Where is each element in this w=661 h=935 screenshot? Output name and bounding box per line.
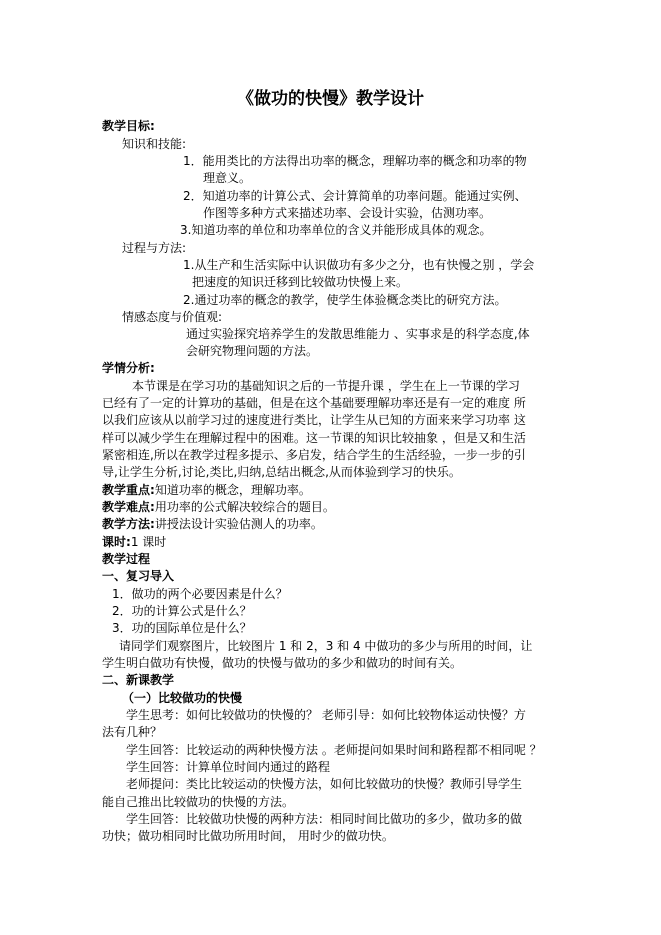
knowledge-item-3: 3.知道功率的单位和功率单位的含义并能形成具体的观念。 <box>180 223 492 237</box>
analysis-line: 以我们应该从以前学习过的速度进行类比，让学生从已知的方面来来学习功率 这 <box>102 413 526 427</box>
review-question-2: 2．功的计算公式是什么？ <box>112 604 252 618</box>
method-label: 教学方法: <box>102 517 155 531</box>
compare-work-subheading: （一）比较做功的快慢 <box>122 691 243 705</box>
method-row <box>102 516 323 533</box>
knowledge-skills-label: 知识和技能: <box>122 137 187 151</box>
dialogue-line: 学生回答：比较做功快慢的两种方法：相同时间比做功的多少，做功多的做 <box>126 812 523 826</box>
dialogue-line: 法有几种？ <box>102 725 163 739</box>
review-question-1: 1．做功的两个必要因素是什么？ <box>112 587 288 601</box>
hours-label: 课时: <box>102 535 131 549</box>
dialogue-line: 老师提问：类比比较运动的快慢方法，如何比较做功的快慢？教师引导学生 <box>126 777 523 791</box>
review-heading: 一、复习导入 <box>102 569 175 583</box>
analysis-heading: 学情分析: <box>102 361 155 375</box>
hours-text: 1 课时 <box>130 535 167 549</box>
dialogue-line: 能自己推出比较做功的快慢的方法。 <box>102 795 295 809</box>
goals-heading: 教学目标: <box>102 119 155 133</box>
knowledge-item-1: 1．能用类比的方法得出功率的概念，理解功率的概念和功率的物 <box>183 154 527 168</box>
difficulty-text: 用功率的公式解决较综合的题目。 <box>154 500 335 514</box>
review-paragraph-cont: 学生明白做功有快慢，做功的快慢与做功的多少和做功的时间有关。 <box>102 656 463 670</box>
difficulty-row <box>102 499 335 516</box>
dialogue-line: 学生回答：计算单位时间内通过的路程 <box>126 760 331 774</box>
new-lesson-heading: 二、新课教学 <box>102 673 175 687</box>
dialogue-line: 功快；做功相同时比做功所用时间， 用时少的做功快。 <box>102 829 394 843</box>
key-point-row <box>102 482 311 499</box>
process-item-2: 2.通过功率的概念的教学，使学生体验概念类比的研究方法。 <box>183 293 507 307</box>
method-text: 讲授法设计实验估测人的功率。 <box>154 517 323 531</box>
analysis-line: 样可以减少学生在理解过程中的困难。这一节课的知识比较抽象 ，但是又和生活 <box>102 431 526 445</box>
hours-row <box>102 534 166 551</box>
dialogue-line: 学生思考：如何比较做功的快慢的？ 老师引导：如何比较物体运动快慢？方 <box>126 708 526 722</box>
difficulty-label: 教学难点: <box>102 500 155 514</box>
analysis-line: 本节课是在学习功的基础知识之后的一节提升课 ，学生在上一节课的学习 <box>132 379 520 393</box>
document-title: 《做功的快慢》教学设计 <box>237 89 424 109</box>
emotion-values-label: 情感态度与价值观: <box>122 310 223 324</box>
process-heading: 教学过程 <box>102 552 151 566</box>
analysis-line: 紧密相连,所以在教学过程多提示、多启发，结合学生的生活经验，一步一步的引 <box>102 448 526 462</box>
process-item-1-cont: 把速度的知识迁移到比较做功快慢上来。 <box>192 275 409 289</box>
emotion-item-1: 通过实验探究培养学生的发散思维能力 、实事求是的科学态度,体 <box>186 327 530 341</box>
key-point-text: 知道功率的概念，理解功率。 <box>154 483 311 497</box>
key-point-label: 教学重点: <box>102 483 155 497</box>
emotion-item-1-cont: 会研究物理问题的方法。 <box>186 344 319 358</box>
process-methods-label: 过程与方法: <box>122 241 187 255</box>
knowledge-item-2-cont: 作图等多种方式来描述功率、会设计实验，估测功率。 <box>203 206 492 220</box>
process-item-1: 1.从生产和生活实际中认识做功有多少之分，也有快慢之别 ，学会 <box>183 258 535 272</box>
analysis-line: 已经有了一定的计算功的基础，但是在这个基础要理解功率还是有一定的难度 所 <box>102 396 526 410</box>
knowledge-item-1-cont: 理意义。 <box>203 171 252 185</box>
review-question-3: 3．功的国际单位是什么？ <box>112 621 252 635</box>
analysis-line: 导,让学生分析,讨论,类比,归纳,总结出概念,从而体验到学习的快乐。 <box>102 465 461 479</box>
review-paragraph: 请同学们观察图片，比较图片 1 和 2，3 和 4 中做功的多少与所用的时间，让 <box>119 639 533 653</box>
knowledge-item-2: 2．知道功率的计算公式、会计算简单的功率问题。能通过实例、 <box>183 189 527 203</box>
dialogue-line: 学生回答：比较运动的两种快慢方法 。老师提问如果时间和路程都不相同呢 ？ <box>126 743 542 757</box>
